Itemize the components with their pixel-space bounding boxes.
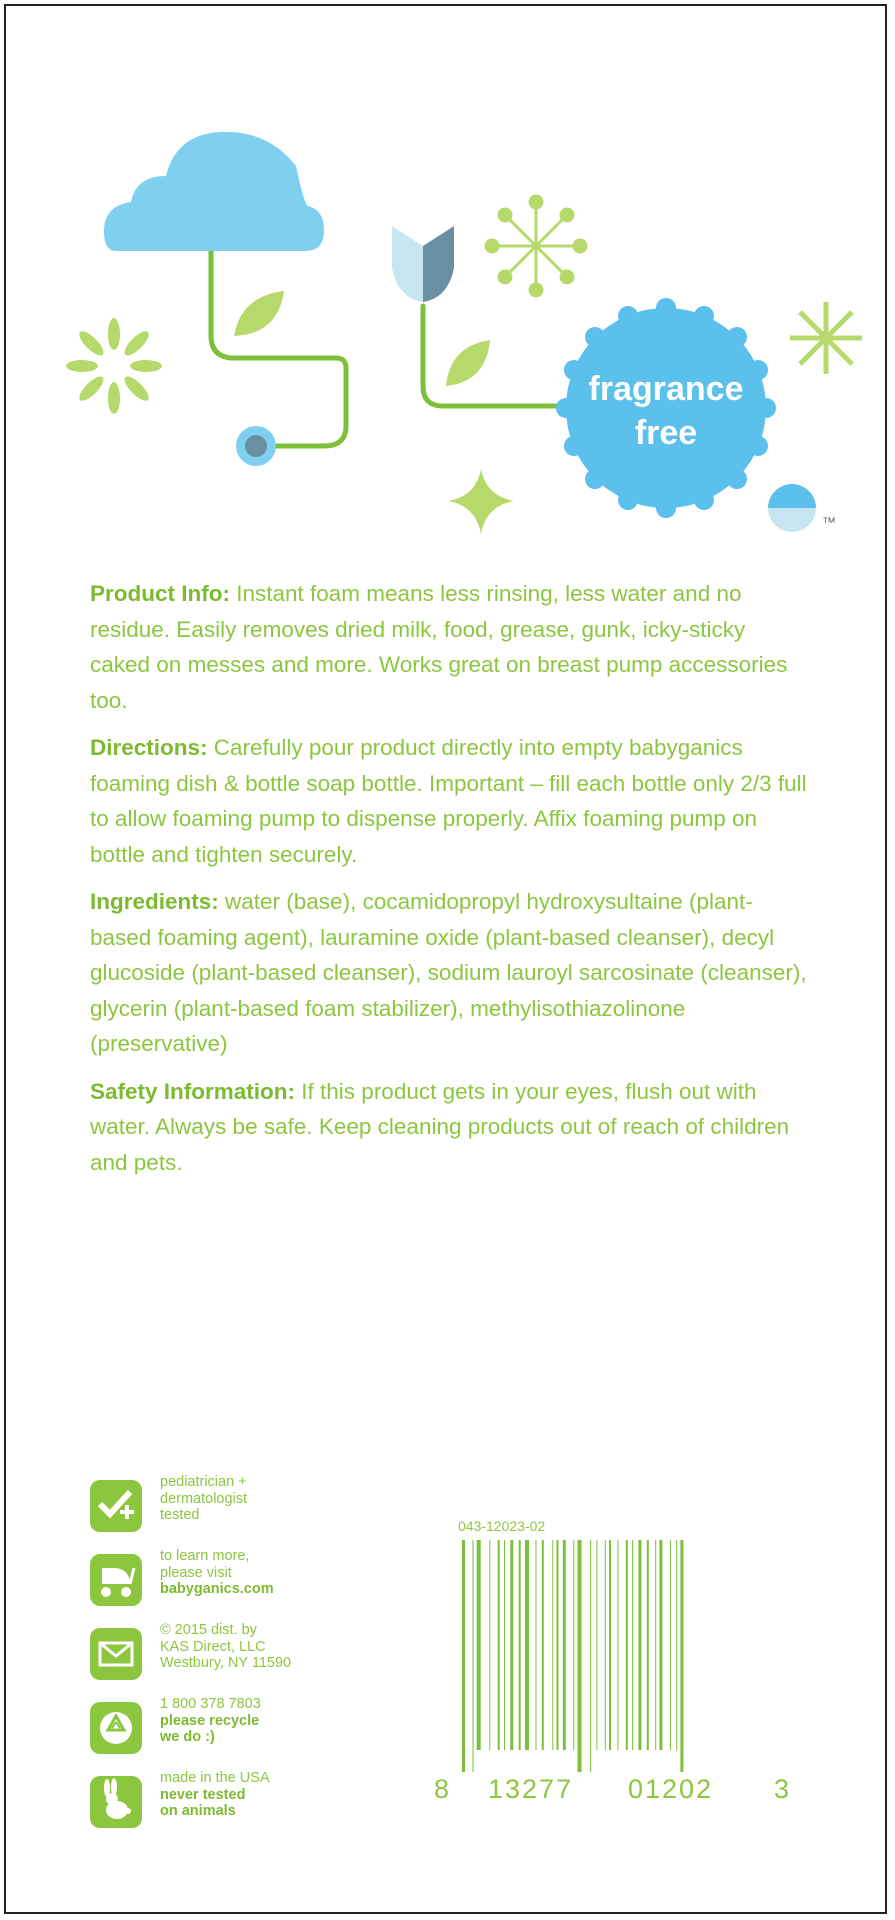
barcode-bar	[617, 1540, 618, 1750]
stem-line	[423, 306, 561, 406]
claim-line: © 2015 dist. by KAS Direct, LLC Westbury, NY 11590	[160, 1622, 292, 1671]
barcode-bar	[680, 1540, 683, 1772]
claim-bold: please recycle we do :)	[160, 1712, 260, 1745]
barcode-bar	[638, 1540, 641, 1750]
stem-line	[211, 251, 346, 446]
barcode-bar	[626, 1540, 628, 1750]
section-text: Carefully pour product directly into empty babyganics foaming dish & bottle soap bottle. Important – fill each bottle only 2/3 full to allow foaming pump to dispense properly. Affix foaming pump on bottle and tighten securely.	[90, 735, 807, 867]
barcode-bar	[536, 1540, 537, 1750]
tulip-icon	[392, 226, 454, 302]
barcode-bar	[498, 1540, 500, 1750]
claim-text	[160, 1770, 360, 1820]
barcode-digit-lead: 8	[434, 1774, 452, 1804]
section-heading: Safety Information:	[90, 1078, 296, 1104]
trademark-mark: ™	[822, 514, 836, 530]
starburst-icon	[486, 196, 586, 296]
badge-line1: fragrance	[588, 370, 744, 408]
barcode-bar	[659, 1540, 662, 1750]
decorative-illustration	[6, 6, 889, 566]
sparkle-icon	[448, 469, 514, 534]
claim-item	[90, 1548, 350, 1608]
barcode-bar	[632, 1540, 633, 1750]
directions-section	[90, 730, 810, 872]
barcode-bar	[647, 1540, 649, 1750]
barcode-bar	[573, 1540, 574, 1750]
claim-text	[160, 1696, 360, 1746]
claim-text	[160, 1622, 360, 1672]
asterisk-icon	[790, 302, 862, 374]
barcode-digit-check: 3	[774, 1774, 792, 1804]
cloud-icon	[104, 132, 324, 251]
barcode-digits-left: 13277	[488, 1774, 574, 1804]
section-text: If this product gets in your eyes, flush out with water. Always be safe. Keep cleaning products out of reach of children and pets.	[90, 1078, 790, 1175]
leaf-icon	[234, 291, 284, 336]
barcode-bar	[563, 1540, 566, 1750]
website-link[interactable]: babyganics.com	[160, 1581, 274, 1597]
half-circle-icon	[768, 484, 816, 532]
barcode-bar	[542, 1540, 544, 1750]
ingredients-section	[90, 884, 810, 1062]
claim-item	[90, 1770, 350, 1830]
claim-text	[160, 1548, 360, 1598]
section-text: Instant foam means less rinsing, less water and no residue. Easily removes dried milk, food, grease, gunk, icky-sticky caked on messes and more. Works great on breast pump accessories too.	[90, 581, 788, 713]
barcode-bar	[504, 1540, 505, 1750]
safety-section	[90, 1074, 810, 1181]
barcode-bar	[552, 1540, 553, 1750]
barcode-bar	[473, 1540, 474, 1772]
dot-icon	[236, 426, 276, 466]
barcode-bar	[525, 1540, 529, 1750]
barcode-bar	[578, 1540, 582, 1772]
product-info-section	[90, 576, 810, 718]
bunny-icon	[90, 1776, 142, 1828]
barcode-bar	[655, 1540, 656, 1750]
barcode-bar	[670, 1540, 671, 1750]
barcode-bar	[609, 1540, 611, 1750]
barcode-bar	[510, 1540, 513, 1750]
flower-icon	[66, 318, 162, 414]
barcode-bar	[596, 1540, 597, 1750]
badge-line2: free	[634, 414, 698, 452]
barcode-bar	[477, 1540, 481, 1750]
barcode-id: 043-12023-02	[458, 1518, 546, 1534]
claim-line: pediatrician + dermatologist tested	[160, 1474, 248, 1523]
barcode-bar	[590, 1540, 591, 1772]
section-heading: Product Info:	[90, 581, 230, 606]
claim-bold: never tested on animals	[160, 1786, 246, 1819]
claim-line: to learn more, please visit	[160, 1548, 250, 1581]
barcode-image	[458, 1540, 778, 1772]
barcode-bar	[605, 1540, 606, 1750]
fragrance-free-badge	[556, 298, 776, 518]
envelope-icon	[90, 1628, 142, 1680]
stroller-icon	[90, 1554, 142, 1606]
section-heading: Ingredients:	[90, 889, 219, 914]
label-text	[90, 576, 810, 1192]
label-panel	[4, 4, 887, 1914]
section-heading: Directions:	[90, 735, 208, 760]
barcode-bar	[489, 1540, 490, 1750]
claim-text	[160, 1474, 360, 1524]
claim-item	[90, 1474, 350, 1534]
barcode-bar	[519, 1540, 521, 1750]
claim-item	[90, 1696, 350, 1756]
barcode-bar	[462, 1540, 465, 1772]
leaf-icon	[446, 340, 490, 386]
recycle-icon	[90, 1702, 142, 1754]
claim-item	[90, 1622, 350, 1682]
checkmark-plus-icon	[90, 1480, 142, 1532]
barcode-bar	[557, 1540, 559, 1750]
barcode-bar	[676, 1540, 677, 1750]
section-text: water (base), cocamidopropyl hydroxysultaine (plant-based foaming agent), lauramine oxide (plant-based cleanser), decyl glucoside (plant-based cleanser), sodium lauroyl sarcosinate (cleanser), glycerin (plant-based foam stabilizer), methylisothiazolinone (preservative)	[90, 889, 807, 1056]
claim-line: 1 800 378 7803	[160, 1696, 261, 1712]
barcode-digits-right: 01202	[628, 1774, 714, 1804]
claim-line: made in the USA	[160, 1770, 270, 1786]
